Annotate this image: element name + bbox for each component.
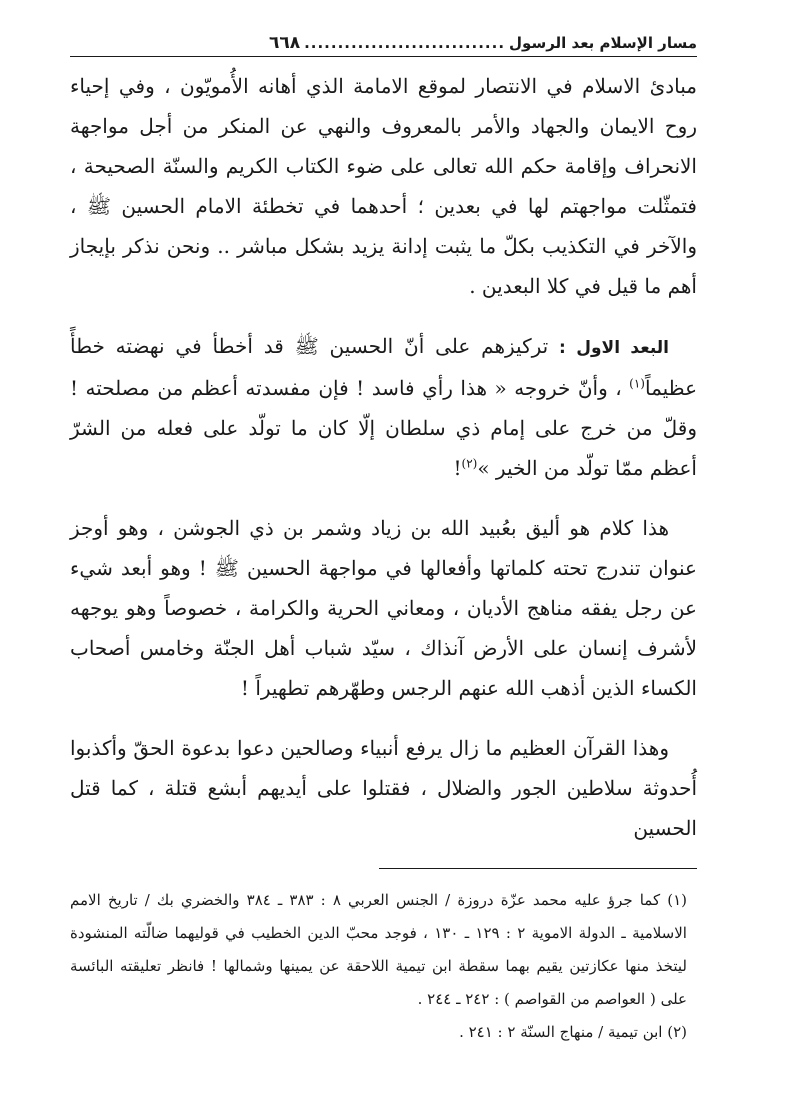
footnotes (70, 884, 687, 1049)
footnote-divider (379, 868, 697, 869)
paragraph-2-rest: ، وأنّ خروجه « هذا رأي فاسد ! فإن مفسدته أعظم من مصلحته ! وقلّ من خرج على إمام ذي سلطان إلّا كان ما تولّد على فعله من الشرّ أعظم ممّا تولّد من الخير » (70, 376, 697, 480)
paragraph-2 (70, 326, 697, 488)
main-text (70, 66, 697, 848)
paragraph-2-text: تركيزهم على أنّ الحسين ﷺ قد أخطأ في نهضته خطأً عظيماً (70, 334, 697, 400)
paragraph-2-end: ! (453, 456, 462, 480)
footnote-1: (١) كما جرؤ عليه محمد عزّة دروزة / الجنس العربي ٨ : ٣٨٣ ـ ٣٨٤ والخضري بك / تاريخ الامم الاسلامية ـ الدولة الاموية ٢ : ١٢٩ ـ ١٣٠ ، فوجد محبّ الدين الخطيب في قوليهما ضالّته المنشودة ليتخذ منها عكازتين يقيم بهما سقطة ابن تيمية اللاحقة عن يمينها وشمالها ! فانظر تعليقته البائسة على ( العواصم من القواصم ) : ٢٤٢ ـ ٢٤٤ . (70, 891, 687, 1008)
page-number: ٦٦٨ (268, 33, 301, 53)
footnote-ref-2[interactable]: (٢) (461, 456, 478, 471)
header-title: مسار الإسلام بعد الرسول (509, 34, 697, 52)
footnote-ref-1[interactable]: (١) (629, 376, 645, 391)
running-header (70, 28, 697, 57)
paragraph-4: وهذا القرآن العظيم ما زال يرفع أنبياء وصالحين دعوا بدعوة الحقّ وأكذبوا أُحدوثة سلاطين الجور والضلال ، فقتلوا على أيديهم أبشع قتلة ، كما قتل الحسين (70, 736, 697, 840)
footnote-2: (٢) ابن تيمية / منهاج السنّة ٢ : ٢٤١ . (459, 1023, 687, 1041)
paragraph-1: مبادئ الاسلام في الانتصار لموقع الامامة الذي أهانه الأُمويّون ، وفي إحياء روح الايمان والجهاد والأمر بالمعروف والنهي عن المنكر من أجل مواجهة الانحراف وإقامة حكم الله تعالى على ضوء الكتاب الكريم والسنّة الصحيحة ، فتمثّلت مواجهتم لها في بعدين ؛ أحدهما في تخطئة الامام الحسين ﷺ ، والآخر في التكذيب بكلّ ما يثبت إدانة يزيد بشكل مباشر .. ونحن نذكر بإيجاز أهم ما قيل في كلا البعدين . (70, 74, 698, 298)
header-dot-leader: .............................. (304, 34, 506, 52)
section-lead-first-dimension: البعد الاول : (559, 338, 669, 358)
paragraph-3: هذا كلام هو أليق بعُبيد الله بن زياد وشمر بن ذي الجوشن ، وهو أوجز عنوان تندرج تحته كلماتها وأفعالها في مواجهة الحسين ﷺ ! وهو أبعد شيء عن رجل يفقه مناهج الأديان ، ومعاني الحرية والكرامة ، خصوصاً وهو يوجهه لأشرف إنسان على الأرض آنذاك ، سيّد شباب أهل الجنّة وخامس أصحاب الكساء الذين أذهب الله عنهم الرجس وطهّرهم تطهيراً ! (70, 516, 697, 700)
